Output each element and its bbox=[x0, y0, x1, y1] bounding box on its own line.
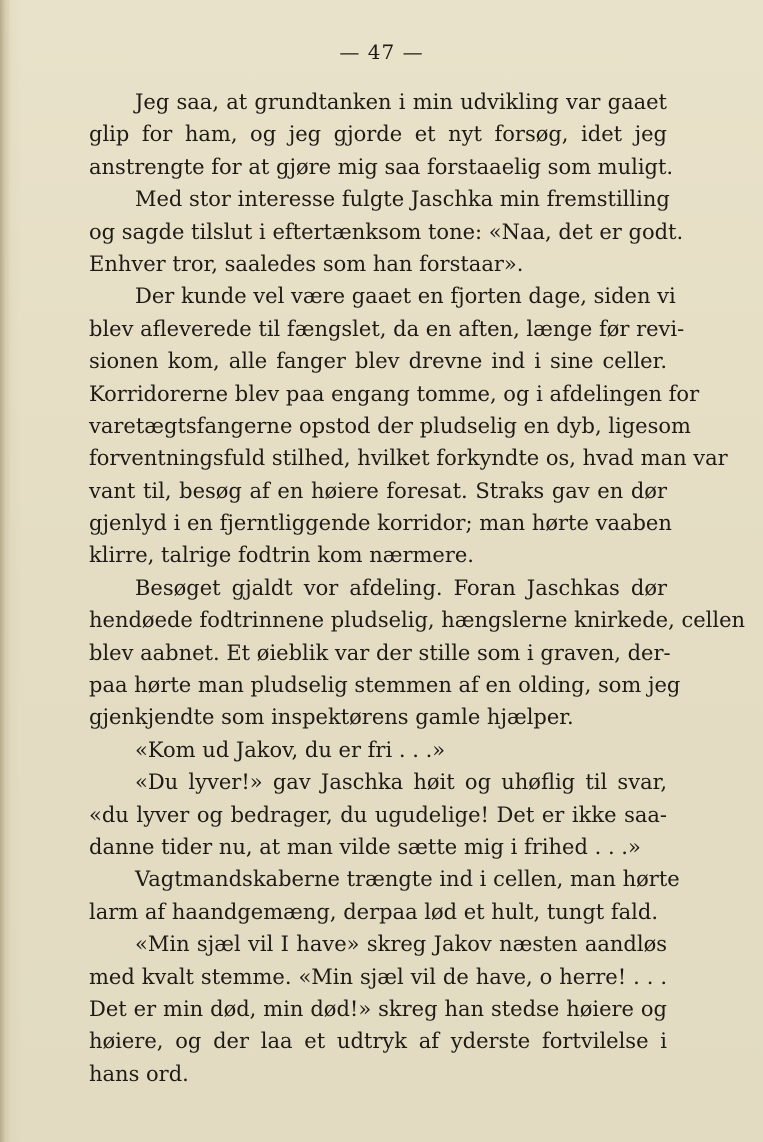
text-line: sionen kom, alle fanger blev drevne ind i sine celler. bbox=[89, 349, 667, 374]
text-line: hans ord. bbox=[89, 1061, 189, 1086]
text-line: vant til, besøg af en høiere foresat. Straks gav en dør bbox=[89, 478, 667, 503]
text-line: hendøede fodtrinnene pludselig, hængslerne knirkede, cellen bbox=[89, 608, 746, 633]
text-line: varetægtsfangerne opstod der pludselig en dyb, ligesom bbox=[89, 413, 691, 438]
text-line: blev afleverede til fængslet, da en aften, længe før revi- bbox=[89, 316, 685, 341]
text-line: Enhver tror, saaledes som han forstaar». bbox=[89, 251, 524, 276]
text-line: danne tider nu, at man vilde sætte mig i frihed . . .» bbox=[89, 834, 641, 859]
text-line: Med stor interesse fulgte Jaschka min fremstilling bbox=[135, 187, 670, 212]
text-line: gjenkjendte som inspektørens gamle hjælper. bbox=[89, 705, 574, 730]
text-line: Korridorerne blev paa engang tomme, og i afdelingen for bbox=[89, 381, 700, 406]
text-line: forventningsfuld stilhed, hvilket forkyndte os, hvad man var bbox=[89, 446, 728, 471]
body-text bbox=[89, 86, 746, 1090]
page-binding-edge bbox=[0, 0, 10, 1142]
text-line: «Du lyver!» gav Jaschka høit og uhøflig til svar, bbox=[135, 770, 667, 795]
text-line: Jeg saa, at grundtanken i min udvikling var gaaet bbox=[135, 90, 667, 114]
text-line: anstrengte for at gjøre mig saa forstaaelig som muligt. bbox=[89, 154, 674, 179]
text-line: «Kom ud Jakov, du er fri . . .» bbox=[135, 737, 446, 762]
page-number: — 47 — bbox=[339, 40, 424, 64]
text-line: gjenlyd i en fjerntliggende korridor; man hørte vaaben bbox=[89, 511, 672, 536]
text-line: paa hørte man pludselig stemmen af en olding, som jeg bbox=[89, 673, 681, 698]
text-line: Besøget gjaldt vor afdeling. Foran Jaschkas dør bbox=[135, 575, 667, 600]
text-line: blev aabnet. Et øieblik var der stille som i graven, der- bbox=[89, 640, 671, 665]
text-line: Det er min død, min død!» skreg han stedse høiere og bbox=[89, 996, 667, 1021]
text-line: høiere, og der laa et udtryk af yderste fortvilelse i bbox=[89, 1029, 667, 1054]
text-line: Vagtmandskaberne trængte ind i cellen, man hørte bbox=[135, 867, 680, 892]
text-line: og sagde tilslut i eftertænksom tone: «Naa, det er godt. bbox=[89, 219, 684, 244]
text-line: «Min sjæl vil I have» skreg Jakov næsten aandløs bbox=[135, 932, 667, 957]
text-line: klirre, talrige fodtrin kom nærmere. bbox=[89, 543, 474, 568]
text-line: «du lyver og bedrager, du ugudelige! Det er ikke saa- bbox=[89, 802, 667, 827]
text-line: glip for ham, og jeg gjorde et nyt forsøg, idet jeg bbox=[89, 122, 667, 147]
text-line: med kvalt stemme. «Min sjæl vil de have, o herre! . . . bbox=[89, 964, 667, 989]
text-line: larm af haandgemæng, derpaa lød et hult, tungt fald. bbox=[89, 899, 659, 924]
text-line: Der kunde vel være gaaet en fjorten dage, siden vi bbox=[135, 284, 676, 309]
